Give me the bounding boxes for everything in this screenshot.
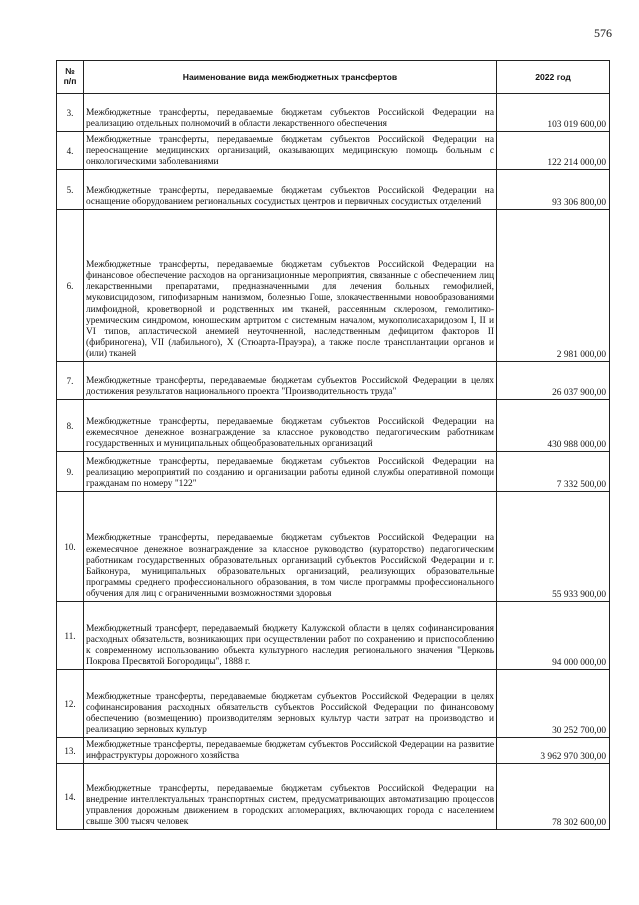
row-name: Межбюджетные трансферты, передаваемые бюджетам субъектов Российской Федерации на развитие инфраструктуры дорожного хозяйства — [84, 738, 497, 764]
row-amount: 430 988 000,00 — [497, 400, 610, 452]
page-number: 576 — [594, 26, 612, 40]
row-num: 8. — [57, 400, 84, 452]
table-row — [57, 602, 610, 670]
row-amount: 78 302 600,00 — [497, 764, 610, 830]
row-name: Межбюджетные трансферты, передаваемые бюджетам субъектов Российской Федерации на реализацию отдельных полномочий в области лекарственного обеспечения — [84, 94, 497, 132]
row-amount: 93 306 800,00 — [497, 170, 610, 210]
row-amount: 122 214 000,00 — [497, 132, 610, 170]
row-num: 3. — [57, 94, 84, 132]
row-name: Межбюджетные трансферты, передаваемые бюджетам субъектов Российской Федерации на оснащение оборудованием региональных сосудистых центров и первичных сосудистых отделений — [84, 170, 497, 210]
row-amount: 30 252 700,00 — [497, 670, 610, 738]
transfers-table — [56, 60, 610, 830]
row-num: 12. — [57, 670, 84, 738]
row-name: Межбюджетные трансферты, передаваемые бюджетам субъектов Российской Федерации в целях софинансирования расходных обязательств субъектов Российской Федерации по финансовому обеспечению (возмещению) производителям зерновых культур части затрат на производство и реализацию зерновых культур — [84, 670, 497, 738]
row-num: 10. — [57, 492, 84, 602]
table-row — [57, 452, 610, 492]
row-amount: 103 019 600,00 — [497, 94, 610, 132]
row-name: Межбюджетные трансферты, передаваемые бюджетам субъектов Российской Федерации на ежемесячное денежное вознаграждение за классное руководство (кураторство) педагогическим работникам государственных образовательных организаций субъектов Российской Федерации и г. Байконура, муниципальных образовательных организаций, реализующих образовательные программы среднего профессионального образования, в том числе программы профессионального обучения для лиц с ограниченными возможностями здоровья — [84, 492, 497, 602]
row-name: Межбюджетные трансферты, передаваемые бюджетам субъектов Российской Федерации на внедрение интеллектуальных транспортных систем, предусматривающих автоматизацию процессов управления дорожным движением в городских агломерациях, включающих города с населением свыше 300 тысяч человек — [84, 764, 497, 830]
table-row — [57, 170, 610, 210]
row-name: Межбюджетные трансферты, передаваемые бюджетам субъектов Российской Федерации на финансовое обеспечение расходов на организационные мероприятия, связанные с обеспечением лиц лекарственными препаратами, предназначенными для лечения больных гемофилией, муковисцидозом, гипофизарным нанизмом, болезнью Гоше, злокачественными новообразованиями лимфоидной, кроветворной и родственных им тканей, рассеянным склерозом, гемолитико-уремическим синдромом, юношеским артритом с системным началом, мукополисахаридозом I, II и VI типов, апластической анемией неуточненной, наследственным дефицитом факторов II (фибриногена), VII (лабильного), X (Стюарта-Прауэра), а также после трансплантации органов и (или) тканей — [84, 210, 497, 362]
header-num: № п/п — [57, 61, 84, 94]
row-num: 4. — [57, 132, 84, 170]
row-num: 11. — [57, 602, 84, 670]
row-amount: 7 332 500,00 — [497, 452, 610, 492]
row-num: 5. — [57, 170, 84, 210]
row-name: Межбюджетные трансферты, передаваемые бюджетам субъектов Российской Федерации в целях достижения результатов национального проекта "Производительность труда" — [84, 362, 497, 400]
table-row — [57, 362, 610, 400]
table-row — [57, 670, 610, 738]
row-amount: 26 037 900,00 — [497, 362, 610, 400]
table-row — [57, 492, 610, 602]
row-amount: 94 000 000,00 — [497, 602, 610, 670]
row-num: 14. — [57, 764, 84, 830]
table-row — [57, 764, 610, 830]
row-name: Межбюджетный трансферт, передаваемый бюджету Калужской области в целях софинансирования расходных обязательств, возникающих при осуществлении работ по сохранению и приспособлению к современному использованию объекта культурного наследия регионального значения "Церковь Покрова Пресвятой Богородицы", 1888 г. — [84, 602, 497, 670]
header-name: Наименование вида межбюджетных трансфертов — [84, 61, 497, 94]
table-row — [57, 400, 610, 452]
table-header-row — [57, 61, 610, 94]
row-name: Межбюджетные трансферты, передаваемые бюджетам субъектов Российской Федерации на ежемесячное денежное вознаграждение за классное руководство педагогическим работникам государственных и муниципальных общеобразовательных организаций — [84, 400, 497, 452]
row-name: Межбюджетные трансферты, передаваемые бюджетам субъектов Российской Федерации на переоснащение медицинских организаций, оказывающих медицинскую помощь больным с онкологическими заболеваниями — [84, 132, 497, 170]
table-row — [57, 94, 610, 132]
row-name: Межбюджетные трансферты, передаваемые бюджетам субъектов Российской Федерации на реализацию мероприятий по созданию и организации работы единой службы оперативной помощи гражданам по номеру "122" — [84, 452, 497, 492]
header-year: 2022 год — [497, 61, 610, 94]
row-amount: 55 933 900,00 — [497, 492, 610, 602]
row-num: 6. — [57, 210, 84, 362]
table-row — [57, 132, 610, 170]
row-num: 13. — [57, 738, 84, 764]
row-num: 7. — [57, 362, 84, 400]
table-row — [57, 210, 610, 362]
row-num: 9. — [57, 452, 84, 492]
table-row — [57, 738, 610, 764]
row-amount: 2 981 000,00 — [497, 210, 610, 362]
row-amount: 3 962 970 300,00 — [497, 738, 610, 764]
